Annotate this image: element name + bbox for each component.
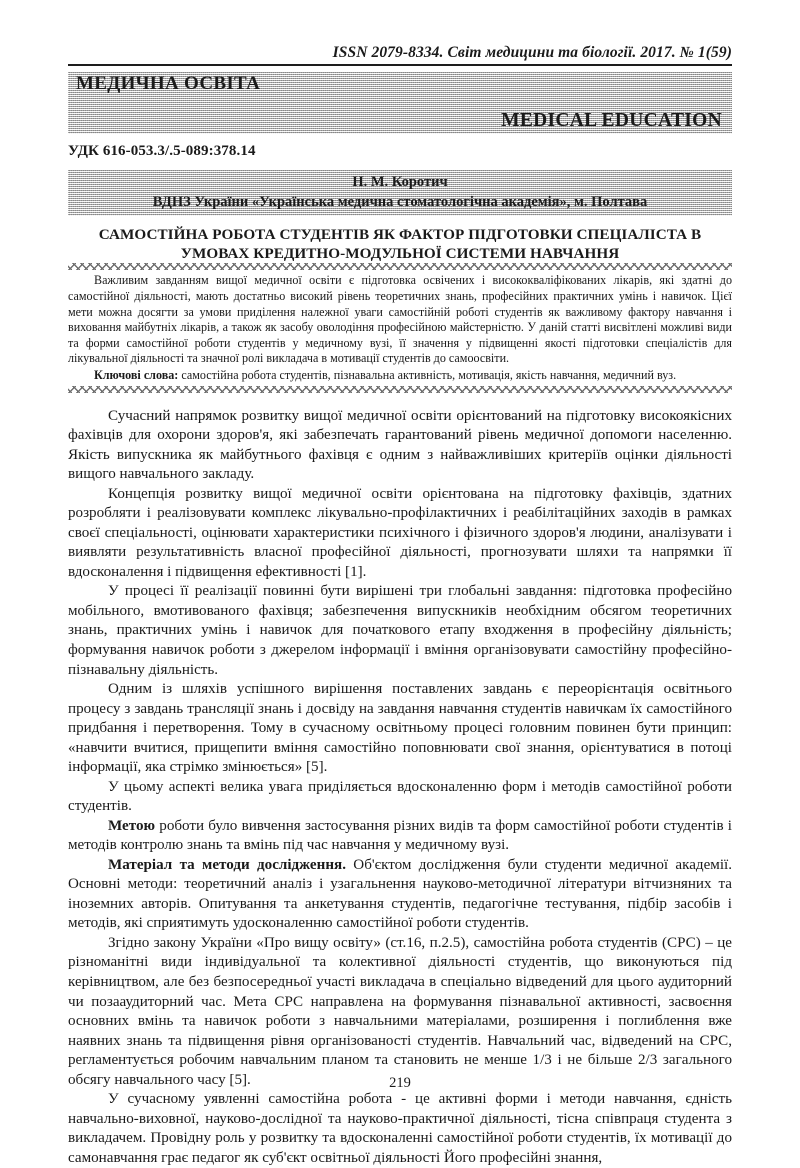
body-paragraph-3: У процесі її реалізації повинні бути вирішені три глобальні завдання: підготовка професійно мобільного, вмотивованого фахівця; забезпечення випускників необхідним обсягом теоретичних знань, практичних умінь і навичок для початкового етапу входження в професійну діяльність; формування навичок роботи з джерелом інформації і вміння організовувати самостійну професійно-пізнавальну діяльність. — [68, 583, 732, 678]
aim-label: Метою — [108, 817, 156, 834]
abstract-block — [68, 263, 732, 392]
methods-text: Об'єктом дослідження були студенти медичної академії. Основні методи: теоретичний аналіз і узагальнення науково-методичної літератури вітчизняних та іноземних авторів. Опитування та анкетування студентів, педагогічне тестування, підбір засобів і методів, які сприятимуть удосконаленню самостійної роботи студентів. — [68, 856, 732, 932]
running-head: ISSN 2079-8334. Світ медицини та біології. 2017. № 1(59) — [332, 44, 732, 61]
abstract-bottom-border — [68, 386, 732, 393]
body-paragraph-2: Концепція розвитку вищої медичної освіти орієнтована на підготовку фахівців, здатних розробляти і реалізовувати комплекс лікувально-профілактичних і реабілітаційних заходів в рамках своєї спеціальності, оцінювати характеристики психічного і фізичного здоров'я людини, аналізувати і виявляти результативність власної професійної діяльності, прогнозувати шляхи та напрямки її вдосконалення і підвищення ефективності [1]. — [68, 485, 732, 580]
body-paragraph-7 — [68, 856, 732, 934]
keywords-label: Ключові слова: — [94, 368, 179, 383]
udc-code: УДК 616-053.3/.5-089:378.14 — [68, 143, 256, 160]
body-paragraph-5: У цьому аспекті велика увага приділяється вдосконаленню форм і методів самостійної роботи студентів. — [68, 778, 732, 815]
body-paragraph-4: Одним із шляхів успішного вирішення поставлених завдань є переорієнтація освітнього процесу з завдань трансляції знань і досвіду на завдання навчання студентів навичкам їх самостійного придбання і перетворення. Тому в сучасному освітньому процесі головним повинен бути принцип: «навчити вчитися, прищепити вміння самостійно поповнювати свої знання, орієнтуватися в потоці інформації, яка стрімко змінюється» [5]. — [68, 681, 732, 776]
body-paragraph-1: Сучасний напрямок розвитку вищої медичної освіти орієнтований на підготовку високоякісних фахівців для охорони здоров'я, які забезпечать гарантований рівень медичної допомоги населенню. Якість випускника як майбутнього фахівця є одним з найважливіших критеріїв оцінки діяльності вищого навчального закладу. — [68, 407, 732, 483]
author-name: Н. М. Коротич — [352, 174, 448, 191]
article-title: САМОСТІЙНА РОБОТА СТУДЕНТІВ ЯК ФАКТОР ПІДГОТОВКИ СПЕЦІАЛІСТА В УМОВАХ КРЕДИТНО-МОДУЛЬНОЇ СИСТЕМИ НАВЧАННЯ — [98, 226, 702, 263]
section-title-english: MEDICAL EDUCATION — [501, 110, 722, 132]
keywords-line — [68, 368, 732, 384]
page-number: 219 — [389, 1075, 411, 1091]
keywords-text: самостійна робота студентів, пізнавальна активність, мотивація, якість навчання, медичний вуз. — [178, 368, 677, 383]
author-band — [68, 170, 732, 216]
body-paragraph-6 — [68, 817, 732, 856]
author-affiliation: ВДНЗ України «Українська медична стоматологічна академія», м. Полтава — [152, 193, 648, 210]
abstract-top-border — [68, 263, 732, 270]
abstract-text: Важливим завданням вищої медичної освіти є підготовка освічених і висококваліфікованих лікарів, які здатні до самостійної діяльності, мають достатньо високий рівень теоретичних знань, професійних практичних умінь і навичок. Цієї мети можна досягти за умови приділення належної уваги самостійній роботі студентів як важливому фактору навчання і виховання майбутніх лікарів, а також як засобу оволодіння професійною майстерністю. У даній статті висвітлені можливі види та форми самостійної роботи студентів у медичному вузі, її значення у підвищенні якості підготовки спеціалістів для лікувальної діяльності та значної ролі викладача в мотивації студентів до самоосвіти. — [68, 273, 732, 366]
methods-label: Матеріал та методи дослідження. — [108, 856, 346, 873]
article-body — [68, 407, 732, 1168]
page-content — [68, 0, 732, 1168]
body-paragraph-9: У сучасному уявленні самостійна робота - це активні форми і методи навчання, єдність навчально-виховної, науково-дослідної та науково-практичної діяльності, тісна співпраця студента з викладачем. Провідну роль у розвитку та вдосконаленні самостійної роботи студентів, їх мотивації до самонавчання грає педагог як суб'єкт освітньої діяльності Його професійні знання, — [68, 1091, 732, 1166]
aim-text: роботи було вивчення застосування різних видів та форм самостійної роботи студентів і методів контролю знань та вмінь під час навчання у медичному вузі. — [68, 817, 732, 854]
body-paragraph-8: Згідно закону України «Про вищу освіту» (ст.16, п.2.5), самостійна робота студентів (СРС) – це різноманітні види індивідуальної та колективної діяльності студентів, що виконуються під керівництвом, але без безпосередньої участі викладача в спеціально відведений для цього аудиторний чи позааудиторний час. Мета СРС направлена на формування пізнавальної активності, засвоєння основних вмінь та навичок роботи з навчальними матеріалами, розширення і поглиблення вже наявних знань та підвищення рівня організованості студентів. Навчальний час, відведений на СРС, регламентується робочим навчальним планом та становить не менше 1/3 і не більше 2/3 загального обсягу навчального часу [5]. — [68, 934, 732, 1088]
section-header-band — [68, 72, 732, 134]
header-rule — [68, 64, 732, 66]
section-title-ukrainian: МЕДИЧНА ОСВІТА — [76, 73, 261, 95]
